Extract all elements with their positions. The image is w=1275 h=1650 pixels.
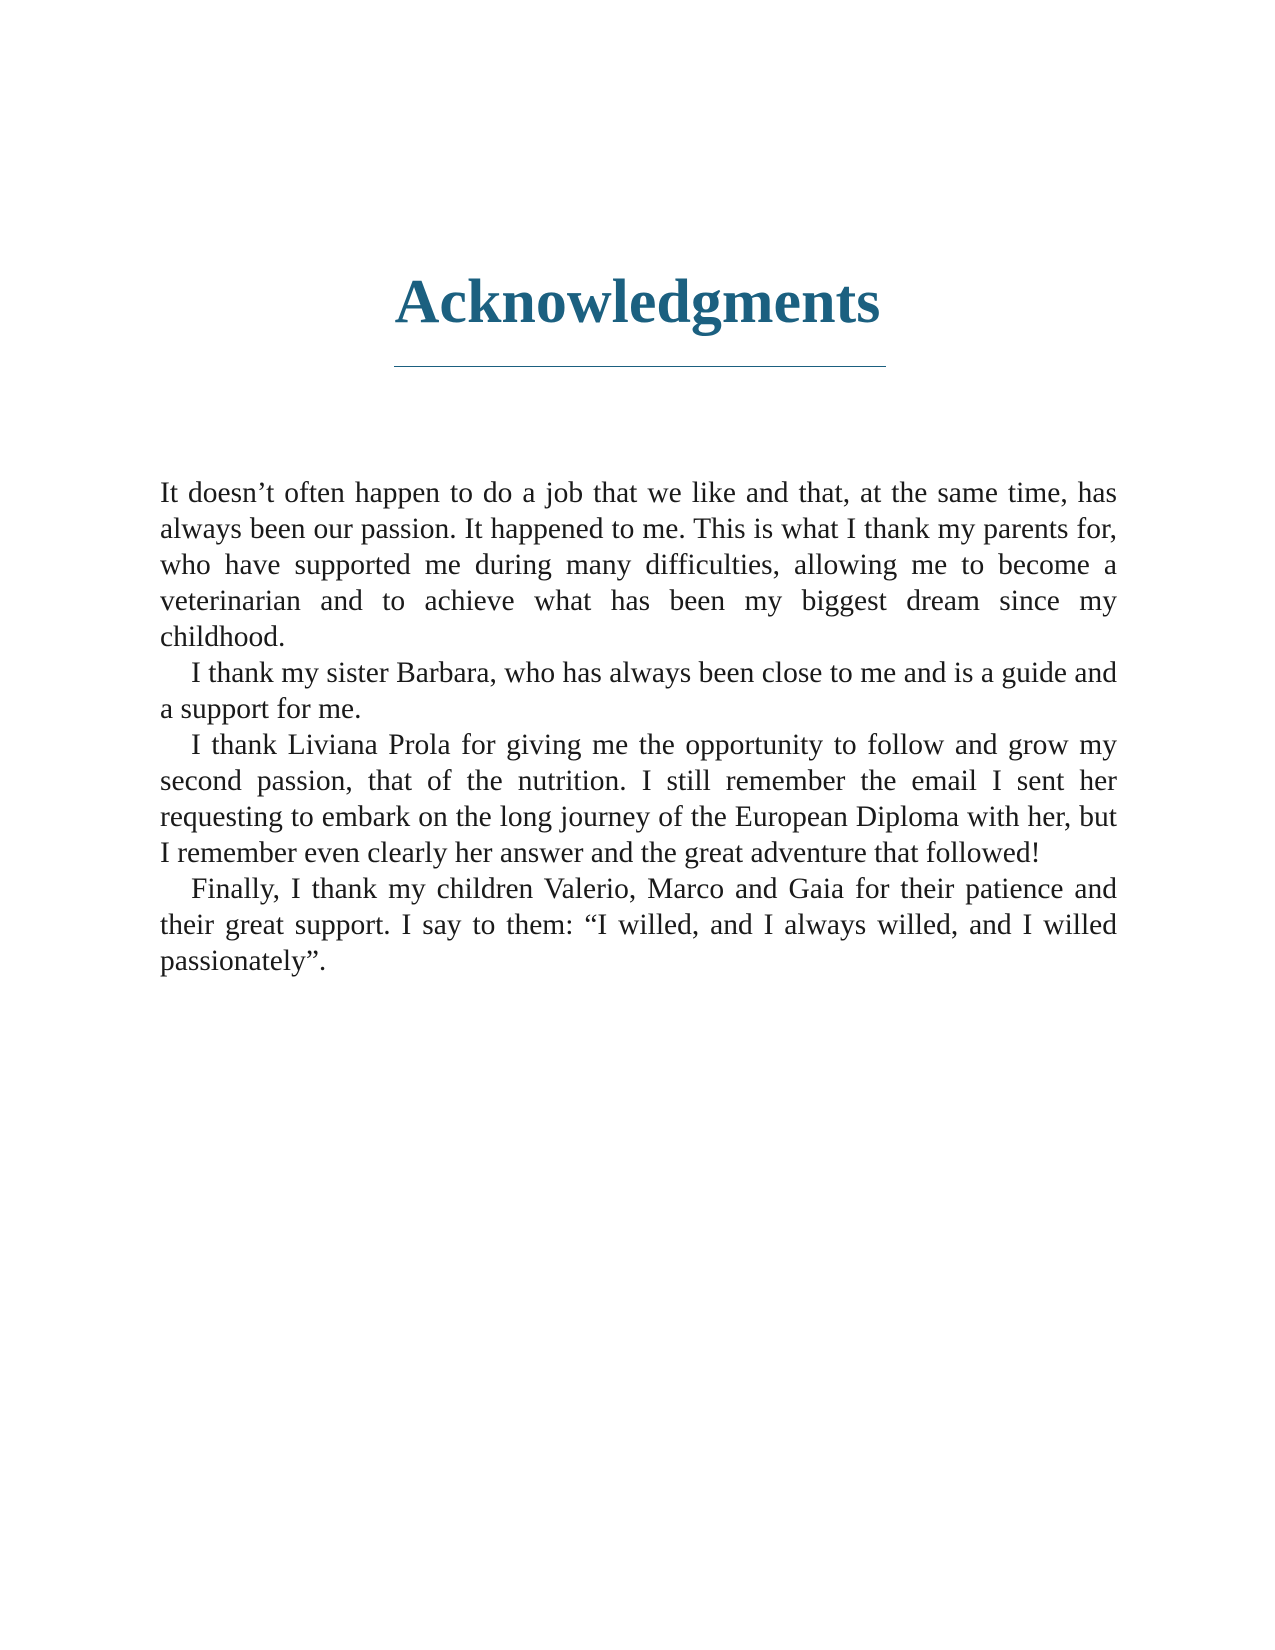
paragraph-children: Finally, I thank my children Valerio, Marco and Gaia for their patience and their great support. I say to them: “I willed, and I always willed, and I willed passionately”. [160, 873, 1117, 977]
paragraph-mentor: I thank Liviana Prola for giving me the opportunity to follow and grow my second passion, that of the nutrition. I still remember the email I sent her requesting to embark on the long journey of the European Diploma with her, but I remember even clearly her answer and the great adventure that followed! [160, 729, 1117, 869]
paragraph-parents: It doesn’t often happen to do a job that we like and that, at the same time, has always been our passion. It happened to me. This is what I thank my parents for, who have supported me during many difficulties, allowing me to become a veterinarian and to achieve what has been my biggest dream since my childhood. [160, 477, 1117, 653]
heading-block [0, 268, 1275, 336]
title-underline-rule [394, 366, 886, 367]
acknowledgments-body [160, 475, 1117, 979]
paragraph-sister: I thank my sister Barbara, who has always been close to me and is a guide and a support for me. [160, 657, 1117, 725]
page-title: Acknowledgments [394, 268, 881, 336]
